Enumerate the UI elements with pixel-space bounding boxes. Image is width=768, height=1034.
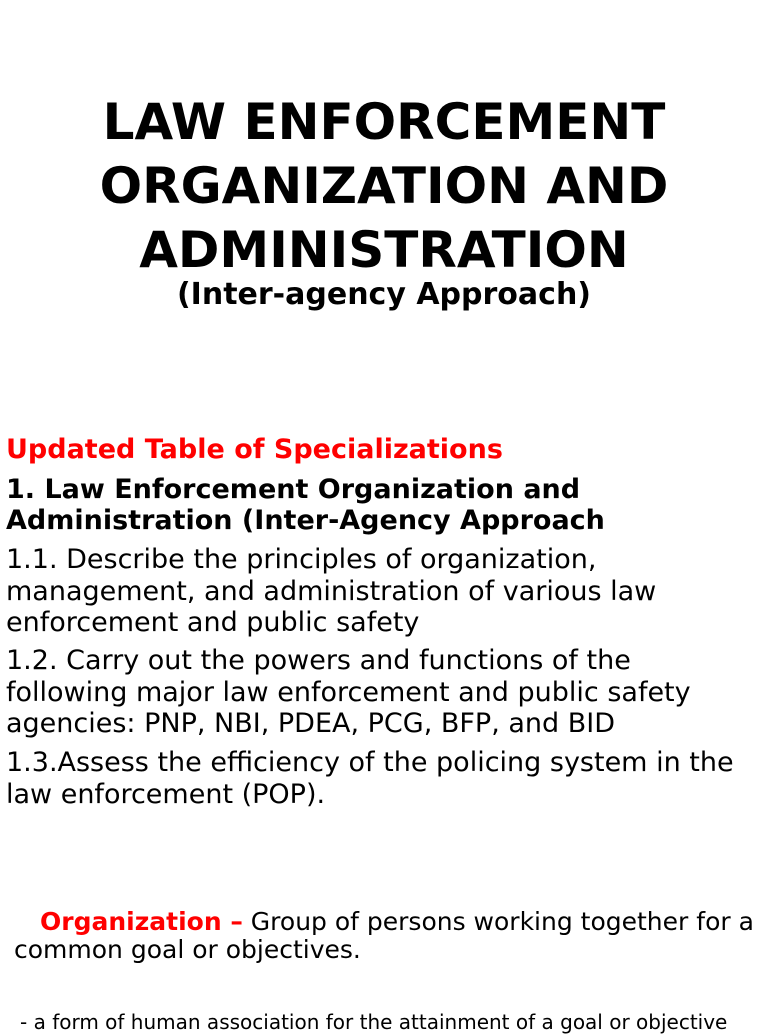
definition-continuation: - a form of human association for the attainment of a goal or objective [20, 1010, 728, 1034]
title-line-1: LAW ENFORCEMENT [102, 93, 666, 151]
title-line-2: ORGANIZATION AND [99, 157, 669, 215]
section-title: 1. Law Enforcement Organization and Administration (Inter-Agency Approach [6, 474, 605, 536]
section-heading: Updated Table of Specializations [6, 434, 503, 465]
list-item-1-2: 1.2. Carry out the powers and functions of the following major law enforcement and public safety agencies: PNP, NBI, PDEA, PCG, BFP, and BID [6, 645, 691, 739]
definition-text: Group of persons working together for a common goal or objectives. [14, 907, 754, 964]
document-subtitle: (Inter-agency Approach) [176, 277, 592, 312]
list-item-1-1: 1.1. Describe the principles of organization, management, and administration of various law enforcement and public safety [6, 544, 657, 638]
organization-definition [14, 908, 764, 964]
document-title [0, 90, 768, 282]
title-line-3: ADMINISTRATION [139, 221, 629, 279]
list-item-1-3: 1.3.Assess the efficiency of the policing system in the law enforcement (POP). [6, 747, 734, 810]
definition-term: Organization – [40, 907, 243, 936]
